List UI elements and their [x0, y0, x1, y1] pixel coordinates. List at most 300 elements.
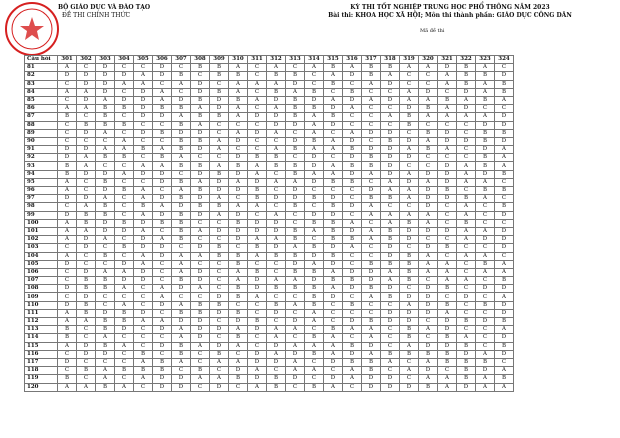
answer-cell: C	[267, 203, 286, 211]
answer-cell: D	[381, 375, 400, 383]
answer-cell: C	[324, 88, 343, 96]
answer-cell: B	[267, 154, 286, 162]
answer-cell: C	[134, 137, 153, 145]
answer-cell: B	[96, 178, 115, 186]
answer-cell: A	[153, 162, 172, 170]
answer-cell: D	[305, 277, 324, 285]
answer-cell: D	[495, 137, 514, 145]
answer-cell: C	[362, 121, 381, 129]
answer-cell: D	[248, 129, 267, 137]
answer-cell: A	[419, 268, 438, 276]
table-row	[25, 350, 514, 358]
answer-cell: C	[115, 358, 134, 366]
answer-cell: D	[210, 178, 229, 186]
answer-cell: B	[229, 309, 248, 317]
answer-cell: C	[476, 211, 495, 219]
question-number: 100	[25, 219, 58, 227]
question-number: 89	[25, 129, 58, 137]
answer-cell: C	[267, 260, 286, 268]
answer-cell: B	[286, 105, 305, 113]
answer-cell: C	[400, 72, 419, 80]
answer-cell: C	[495, 252, 514, 260]
answer-cell: A	[210, 162, 229, 170]
question-number: 103	[25, 244, 58, 252]
answer-cell: C	[305, 203, 324, 211]
answer-cell: D	[267, 244, 286, 252]
answer-cell: C	[115, 113, 134, 121]
exam-code-header: 311	[248, 56, 267, 64]
answer-cell: A	[115, 146, 134, 154]
answer-cell: A	[305, 64, 324, 72]
answer-cell: B	[172, 219, 191, 227]
answer-cell: B	[115, 309, 134, 317]
answer-cell: A	[286, 301, 305, 309]
table-row	[25, 367, 514, 375]
answer-cell: C	[115, 252, 134, 260]
answer-cell: C	[134, 293, 153, 301]
answer-cell: B	[58, 170, 77, 178]
answer-cell: D	[229, 318, 248, 326]
answer-cell: B	[324, 252, 343, 260]
answer-cell: C	[343, 252, 362, 260]
answer-cell: B	[229, 219, 248, 227]
answer-cell: C	[153, 227, 172, 235]
answer-cell: D	[438, 64, 457, 72]
table-row	[25, 309, 514, 317]
answer-cell: C	[495, 64, 514, 72]
answer-cell: A	[153, 96, 172, 104]
answer-cell: B	[381, 260, 400, 268]
answer-cell: A	[248, 162, 267, 170]
answer-cell: C	[286, 334, 305, 342]
answer-cell: A	[229, 277, 248, 285]
answer-cell: B	[77, 301, 96, 309]
answer-cell: D	[77, 195, 96, 203]
answer-cell: B	[229, 96, 248, 104]
answer-cell: D	[286, 137, 305, 145]
answer-cell: D	[191, 277, 210, 285]
answer-cell: A	[305, 170, 324, 178]
answer-cell: D	[248, 277, 267, 285]
answer-cell: C	[210, 236, 229, 244]
answer-cell: A	[457, 162, 476, 170]
answer-cell: B	[191, 162, 210, 170]
answer-cell: C	[419, 80, 438, 88]
answer-cell: A	[400, 170, 419, 178]
answer-cell: D	[476, 121, 495, 129]
answer-cell: D	[438, 326, 457, 334]
answer-cell: B	[476, 358, 495, 366]
answer-cell: B	[400, 350, 419, 358]
answer-cell: B	[362, 260, 381, 268]
table-row	[25, 137, 514, 145]
answer-cell: D	[58, 358, 77, 366]
answer-cell: C	[58, 121, 77, 129]
answer-cell: C	[305, 236, 324, 244]
table-row	[25, 162, 514, 170]
answer-cell: A	[343, 105, 362, 113]
answer-cell: B	[248, 187, 267, 195]
answer-cell: C	[305, 375, 324, 383]
answer-cell: A	[476, 252, 495, 260]
answer-cell: C	[210, 129, 229, 137]
answer-cell: B	[362, 195, 381, 203]
answer-cell: A	[229, 64, 248, 72]
question-number: 88	[25, 121, 58, 129]
question-number: 113	[25, 326, 58, 334]
answer-cell: C	[58, 244, 77, 252]
answer-cell: B	[58, 375, 77, 383]
answer-cell: C	[324, 367, 343, 375]
answer-cell: C	[58, 80, 77, 88]
answer-cell: C	[172, 244, 191, 252]
answer-cell: D	[172, 129, 191, 137]
answer-cell: C	[210, 285, 229, 293]
answer-cell: A	[438, 260, 457, 268]
answer-cell: B	[286, 170, 305, 178]
answer-cell: D	[191, 129, 210, 137]
answer-cell: C	[134, 64, 153, 72]
answer-cell: D	[115, 227, 134, 235]
answer-cell: C	[229, 244, 248, 252]
answer-cell: B	[210, 244, 229, 252]
answer-cell: C	[248, 342, 267, 350]
answer-cell: B	[96, 121, 115, 129]
answer-cell: B	[153, 105, 172, 113]
exam-code-header: 301	[58, 56, 77, 64]
table-row	[25, 88, 514, 96]
answer-cell: C	[267, 268, 286, 276]
answer-cell: C	[153, 309, 172, 317]
answer-cell: C	[229, 383, 248, 391]
answer-cell: D	[343, 350, 362, 358]
answer-cell: C	[210, 277, 229, 285]
answer-cell: B	[286, 252, 305, 260]
answer-cell: C	[343, 195, 362, 203]
answer-cell: D	[115, 96, 134, 104]
answer-cell: A	[476, 227, 495, 235]
answer-cell: C	[115, 64, 134, 72]
answer-cell: B	[438, 187, 457, 195]
answer-cell: A	[305, 113, 324, 121]
answer-cell: D	[457, 383, 476, 391]
answer-cell: A	[305, 367, 324, 375]
question-number: 114	[25, 334, 58, 342]
answer-cell: B	[400, 277, 419, 285]
answer-cell: B	[58, 334, 77, 342]
answer-cell: A	[58, 219, 77, 227]
answer-cell: B	[476, 162, 495, 170]
answer-cell: C	[115, 350, 134, 358]
answer-cell: D	[172, 96, 191, 104]
answer-cell: A	[172, 334, 191, 342]
answer-cell: B	[343, 358, 362, 366]
answer-cell: A	[286, 342, 305, 350]
answer-cell: A	[381, 178, 400, 186]
answer-cell: A	[115, 301, 134, 309]
answer-cell: D	[324, 211, 343, 219]
answer-cell: C	[286, 293, 305, 301]
answer-cell: A	[172, 326, 191, 334]
answer-cell: A	[115, 137, 134, 145]
answer-cell: B	[134, 367, 153, 375]
answer-cell: C	[267, 170, 286, 178]
answer-cell: B	[229, 162, 248, 170]
answer-cell: C	[77, 358, 96, 366]
answer-cell: C	[134, 383, 153, 391]
answer-cell: A	[267, 236, 286, 244]
answer-cell: A	[134, 80, 153, 88]
answer-cell: B	[362, 358, 381, 366]
exam-code-header: 321	[438, 56, 457, 64]
answer-cell: B	[324, 80, 343, 88]
answer-cell: B	[438, 358, 457, 366]
answer-cell: A	[229, 358, 248, 366]
answer-cell: A	[58, 187, 77, 195]
answer-cell: C	[495, 358, 514, 366]
answer-cell: B	[172, 121, 191, 129]
answer-cell: A	[134, 358, 153, 366]
answer-cell: B	[229, 72, 248, 80]
answer-cell: B	[362, 72, 381, 80]
answer-cell: D	[115, 260, 134, 268]
answer-cell: D	[400, 227, 419, 235]
answer-cell: A	[58, 236, 77, 244]
answer-cell: D	[362, 383, 381, 391]
answer-cell: D	[191, 146, 210, 154]
answer-cell: A	[58, 178, 77, 186]
answer-cell: D	[134, 219, 153, 227]
question-number: 104	[25, 252, 58, 260]
answer-cell: D	[96, 350, 115, 358]
answer-cell: B	[305, 350, 324, 358]
answer-cell: D	[153, 383, 172, 391]
answer-cell: C	[134, 334, 153, 342]
table-row	[25, 252, 514, 260]
answer-cell: B	[172, 236, 191, 244]
answer-cell: A	[438, 146, 457, 154]
answer-cell: C	[77, 252, 96, 260]
answer-cell: A	[381, 187, 400, 195]
answer-cell: D	[134, 96, 153, 104]
answer-cell: A	[96, 334, 115, 342]
answer-cell: B	[248, 318, 267, 326]
answer-cell: C	[248, 137, 267, 145]
answer-cell: A	[495, 268, 514, 276]
answer-cell: A	[324, 285, 343, 293]
answer-cell: D	[438, 137, 457, 145]
answer-cell: D	[400, 178, 419, 186]
answer-cell: B	[457, 375, 476, 383]
answer-cell: A	[305, 227, 324, 235]
answer-cell: D	[362, 342, 381, 350]
answer-cell: B	[343, 342, 362, 350]
answer-cell: A	[400, 88, 419, 96]
answer-cell: B	[476, 137, 495, 145]
answer-cell: B	[191, 367, 210, 375]
answer-cell: B	[96, 154, 115, 162]
table-row	[25, 64, 514, 72]
answer-cell: B	[77, 285, 96, 293]
answer-cell: C	[476, 342, 495, 350]
answer-cell: D	[248, 326, 267, 334]
answer-cell: C	[286, 309, 305, 317]
answer-cell: C	[324, 129, 343, 137]
answer-cell: B	[267, 383, 286, 391]
answer-cell: B	[476, 301, 495, 309]
answer-cell: C	[400, 244, 419, 252]
answer-cell: B	[495, 80, 514, 88]
exam-code-header: 318	[381, 56, 400, 64]
answer-cell: D	[96, 64, 115, 72]
answer-cell: A	[419, 326, 438, 334]
answer-cell: A	[495, 146, 514, 154]
answer-cell: B	[343, 236, 362, 244]
answer-cell: B	[305, 285, 324, 293]
answer-cell: A	[210, 146, 229, 154]
answer-cell: C	[400, 129, 419, 137]
answer-cell: C	[305, 80, 324, 88]
answer-cell: D	[134, 113, 153, 121]
answer-cell: A	[438, 105, 457, 113]
answer-cell: A	[267, 178, 286, 186]
answer-cell: D	[419, 195, 438, 203]
answer-cell: B	[172, 309, 191, 317]
answer-cell: B	[286, 146, 305, 154]
question-number: 97	[25, 195, 58, 203]
answer-cell: D	[438, 162, 457, 170]
answer-cell: B	[476, 96, 495, 104]
answer-cell: C	[476, 105, 495, 113]
answer-cell: D	[495, 285, 514, 293]
answer-cell: B	[210, 350, 229, 358]
answer-cell: C	[191, 154, 210, 162]
table-row	[25, 154, 514, 162]
answer-cell: B	[286, 268, 305, 276]
answer-cell: B	[96, 285, 115, 293]
answer-cell: C	[267, 137, 286, 145]
answer-cell: C	[248, 64, 267, 72]
question-number: 86	[25, 105, 58, 113]
question-number: 109	[25, 293, 58, 301]
answer-cell: D	[267, 195, 286, 203]
answer-cell: A	[134, 162, 153, 170]
answer-cell: D	[438, 178, 457, 186]
answer-cell: B	[305, 195, 324, 203]
answer-cell: B	[305, 383, 324, 391]
answer-cell: C	[381, 367, 400, 375]
answer-cell: A	[381, 358, 400, 366]
answer-cell: D	[381, 383, 400, 391]
answer-cell: B	[153, 129, 172, 137]
answer-cell: B	[495, 277, 514, 285]
answer-cell: D	[115, 326, 134, 334]
answer-cell: A	[267, 211, 286, 219]
table-row	[25, 80, 514, 88]
answer-cell: D	[134, 88, 153, 96]
answer-cell: C	[267, 293, 286, 301]
answer-cell: C	[58, 350, 77, 358]
answer-cell: A	[96, 268, 115, 276]
answer-cell: D	[495, 72, 514, 80]
answer-cell: A	[153, 318, 172, 326]
exam-code-header: 314	[305, 56, 324, 64]
answer-cell: C	[476, 293, 495, 301]
answer-cell: B	[96, 277, 115, 285]
answer-cell: A	[229, 203, 248, 211]
answer-cell: D	[77, 72, 96, 80]
answer-cell: A	[153, 88, 172, 96]
table-row	[25, 383, 514, 391]
answer-cell: B	[381, 236, 400, 244]
answer-cell: B	[438, 301, 457, 309]
answer-cell: D	[381, 244, 400, 252]
answer-cell: C	[210, 260, 229, 268]
answer-cell: C	[438, 203, 457, 211]
answer-cell: B	[438, 244, 457, 252]
answer-cell: A	[457, 236, 476, 244]
answer-cell: D	[153, 113, 172, 121]
answer-cell: D	[286, 375, 305, 383]
answer-cell: D	[267, 309, 286, 317]
answer-cell: A	[476, 80, 495, 88]
answer-cell: A	[362, 96, 381, 104]
answer-cell: B	[438, 96, 457, 104]
answer-cell: C	[476, 244, 495, 252]
answer-cell: D	[58, 154, 77, 162]
answer-cell: B	[191, 113, 210, 121]
answer-cell: D	[229, 211, 248, 219]
answer-cell: B	[172, 178, 191, 186]
answer-cell: A	[343, 129, 362, 137]
answer-cell: D	[77, 129, 96, 137]
answer-cell: A	[191, 105, 210, 113]
answer-cell: B	[286, 236, 305, 244]
answer-cell: D	[381, 96, 400, 104]
answer-cell: D	[419, 203, 438, 211]
answer-cell: A	[286, 244, 305, 252]
answer-cell: A	[400, 187, 419, 195]
answer-cell: B	[400, 252, 419, 260]
question-number: 108	[25, 285, 58, 293]
answer-cell: A	[476, 113, 495, 121]
answer-cell: A	[305, 129, 324, 137]
answer-cell: B	[210, 72, 229, 80]
answer-cell: D	[248, 219, 267, 227]
answer-cell: B	[381, 137, 400, 145]
answer-cell: B	[115, 187, 134, 195]
answer-cell: B	[438, 285, 457, 293]
exam-code-header: 322	[457, 56, 476, 64]
answer-cell: D	[96, 219, 115, 227]
exam-code-header: 310	[229, 56, 248, 64]
answer-cell: C	[229, 195, 248, 203]
answer-cell: A	[419, 260, 438, 268]
exam-code-header: 315	[324, 56, 343, 64]
answer-cell: D	[438, 318, 457, 326]
answer-cell: A	[210, 211, 229, 219]
answer-cell: B	[419, 383, 438, 391]
answer-cell: D	[134, 309, 153, 317]
answer-cell: C	[96, 162, 115, 170]
answer-cell: A	[324, 146, 343, 154]
answer-cell: C	[134, 121, 153, 129]
answer-cell: A	[286, 326, 305, 334]
answer-cell: A	[305, 260, 324, 268]
question-number: 91	[25, 146, 58, 154]
answer-cell: D	[305, 154, 324, 162]
answer-cell: C	[58, 277, 77, 285]
